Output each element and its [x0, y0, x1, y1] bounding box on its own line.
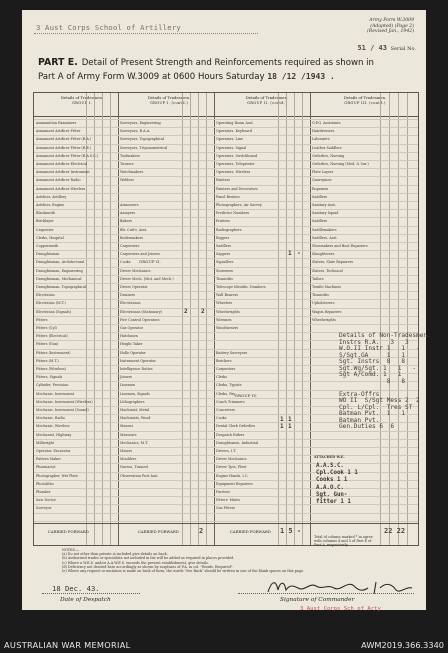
table-row-label: Surveyors, Topographical: [120, 137, 165, 142]
table-row-label: Armament Artificer Instrument: [36, 170, 90, 175]
table-row-label: Fitters: [36, 317, 48, 322]
table-row-label: Plate Layers: [312, 170, 334, 175]
table-row-label: Armament Artificer Wireless: [36, 186, 86, 191]
table-row-label: Fitters, Signals: [36, 375, 63, 380]
table-row-label: Operators, Wireless: [216, 170, 251, 175]
table-row-label: Wheelwrights: [216, 309, 240, 314]
table-row-label: Battery Surveyors: [216, 350, 248, 355]
table-row-label: Bakers: [120, 219, 132, 224]
table-row-label: Coppersmith: [36, 244, 59, 248]
table-row-label: Saddlers: [312, 194, 328, 199]
table-row-label: Mechanic, Instrument (Wireless): [36, 399, 93, 404]
table-row-label: Machinist, Metal: [120, 408, 150, 412]
despatch-label: Date of Despatch: [60, 597, 111, 603]
table-row-label: Operators, Keyboard: [216, 129, 252, 134]
attached-line: A.A.S.C.: [316, 463, 344, 469]
table-row-label: Fitters (Cyl): [36, 326, 57, 330]
table-row-label: Sanitary Asst.: [312, 203, 336, 207]
table-row-label: Fitters (M.T.): [36, 358, 59, 363]
table-row-label: Painters and Decorators: [216, 186, 258, 191]
part-label: PART E.: [38, 57, 78, 68]
table-row-label: Armament Artificer Radio: [36, 178, 81, 183]
table-row-label: Photographers, Air Survey: [216, 203, 262, 207]
table-row-label: Toolmakers: [120, 153, 140, 158]
table-row-label: Linemen, Signals: [120, 391, 150, 396]
unit-stamp: 3 Aust Corps Sch of Arty: [300, 606, 381, 612]
form-ref-line1: Army Form W.3009: [369, 18, 414, 23]
table-row-label: Turners: [120, 162, 134, 166]
note-e: (e) Where any request or mutation is made on back of form, the words "See Back" should be written in one of the blank spaces on this page.: [62, 569, 305, 574]
serial-value: 51 / 43: [357, 44, 387, 52]
form-ref-line3: (Revised Jan., 1942): [367, 29, 414, 35]
table-row-label: Operators, Switchboard: [216, 153, 258, 158]
table-row-label: Operators, Teleprinter: [216, 162, 255, 166]
table-row-label: Clerks, Pay: [216, 391, 236, 396]
typed-we-cooks: 2: [184, 308, 188, 315]
table-row-label: Carpenters and Joiners: [120, 252, 160, 257]
table-row-label: Equipment Repairers: [216, 481, 253, 486]
table-row-label: O.P.Q. Assistants: [312, 121, 341, 125]
note-c: (c) Where a W.E.S. and/or A.A.W.E.S. exceeds the present establishment, give details.: [62, 560, 209, 565]
table-row-label: Tinsmiths: [312, 293, 329, 298]
table-row-label: Quarrymen: [312, 178, 332, 183]
table-row-label: Sanitary Squad: [312, 211, 339, 216]
table-row-label: Armament Artificer Fitter (R.A.S.C.): [36, 153, 99, 158]
table-row-label: Moulders: [120, 457, 137, 462]
table-row-label: Tinsmiths: [216, 276, 233, 281]
table-row-label: Butchers: [216, 358, 232, 363]
table-row-label: Armourers: [120, 203, 139, 207]
table-row-label: Lithographers: [120, 399, 145, 404]
table-row-label: Electrician (M.T.): [36, 301, 66, 306]
table-row-label: Mechanics, M.T.: [120, 440, 149, 445]
attached-line: fitter 1 1: [316, 499, 351, 505]
typed-we-clerks-typists: 1: [280, 423, 284, 430]
table-row-label: Shoemakers and Boot Repairers: [312, 244, 368, 248]
table-row-label: Welders: [120, 178, 134, 183]
table-row-label: Telescope Identifn. Numbers: [216, 285, 266, 289]
table-row-label: Miners: [120, 449, 133, 453]
attached-line: A.A.O.C.: [316, 484, 344, 491]
table-row-label: Bricklayer: [36, 219, 54, 224]
table-row-label: Observation Post Asst.: [120, 473, 159, 478]
form-ref-line2: (Adapted) (Page 2): [370, 23, 414, 29]
table-row-label: Draughtsman: [36, 252, 60, 257]
despatch-date: 18 Dec. 43.: [52, 584, 100, 593]
table-row-label: Saddlers, Asst.: [312, 235, 338, 240]
total-col2: 2: [199, 527, 204, 535]
table-row-label: Watchmakers: [120, 170, 144, 175]
table-row-label: Draughtsman, Topographical: [36, 285, 87, 289]
table-row-label: Operators, Signal: [216, 145, 247, 150]
attached-heading: ATTACHED W.E.: [314, 455, 345, 459]
table-row-label: Predictor Numbers: [216, 211, 250, 216]
table-row-label: Signallers: [216, 260, 234, 265]
table-row-label: Saddlers: [312, 219, 328, 224]
table-row-label: Dental Clerk Orderlies: [216, 424, 256, 429]
table-row-label: Labourers: [312, 137, 330, 142]
table-row-label: Surveyors, Trigonometrical: [120, 145, 168, 150]
table-row-label: Wheelwrights: [312, 317, 336, 322]
table-row-label: Electricians (Stationary): [120, 309, 163, 314]
column-header-group2: Details of Tradesmen. GROUP I. (contd.): [119, 93, 219, 117]
table-row-label: Electricians: [120, 301, 141, 306]
table-row-label: Height Taker: [120, 342, 143, 347]
table-row-label: Textile Machines: [312, 285, 342, 289]
table-row-label: Fitters (Instrument): [36, 350, 71, 355]
table-row-label: Electrician: [36, 293, 55, 298]
table-row-label: Armament Artificer Electrical: [36, 162, 88, 166]
footer-institution: AUSTRALIAN WAR MEMORIAL: [4, 640, 131, 650]
table-row-label: Driver Tpts, Fleet: [216, 465, 247, 470]
table-row-label: Joiners: [120, 375, 133, 380]
table-row-label: Masons: [120, 424, 134, 429]
notes-heading: NOTES.—: [62, 548, 80, 552]
typed-strength-clerks-typists: 1: [288, 423, 292, 430]
table-row-label: Instrument Operator: [120, 358, 156, 363]
footer-accession: AWM2019.366.3340: [361, 640, 444, 650]
strength-table: [33, 92, 431, 548]
table-row-label: Saddlemakers: [312, 227, 337, 232]
typed-strength-signallers: 1: [288, 250, 292, 257]
form-heading: [38, 56, 398, 84]
column-header-detail: Details of Tradesmen. GROUP I.: [34, 93, 130, 117]
table-row-label: Armament Artificer Fitter (R.E.): [36, 145, 92, 150]
table-row-label: Clerks, Hospital: [36, 235, 64, 240]
column-header-group4: Details of Tradesmen. GROUP III. (contd.): [311, 93, 419, 117]
carried-forward-3: CARRIED FORWARD: [230, 529, 271, 534]
attached-line: Sgt. Gun-: [316, 491, 348, 498]
table-row-label: Painters: [216, 178, 231, 183]
table-row-label: Saddlers: [216, 244, 232, 248]
table-row-label: Boilermakers: [120, 235, 143, 240]
table-row-label: Wheelers: [216, 301, 233, 306]
table-row-label: Despatch Riders: [216, 432, 245, 437]
attached-line: Cpl.Cook 1 1: [316, 470, 358, 477]
table-row-label: Storemen: [216, 268, 233, 273]
group4-label: GROUP IV.: [234, 393, 258, 398]
table-row-label: Engine Hands, I.C.: [216, 473, 249, 478]
table-row-label: Operating Room Asst.: [216, 121, 254, 125]
table-row-label: Artificer, Engine: [36, 203, 65, 207]
table-row-label: Clerks, Typists: [216, 383, 242, 388]
table-row-label: Surveyors, Engineering: [120, 121, 161, 125]
table-row-label: Fitters (Electrical): [36, 334, 68, 339]
table-row-label: Holle Operator: [120, 350, 146, 355]
column-header-group3: Details of Tradesmen. GROUP II. (contd.): [215, 93, 319, 117]
table-row-label: Wiremen: [216, 317, 232, 322]
table-row-label: Clerks: [216, 375, 228, 380]
table-row-label: Photolitho: [36, 481, 54, 486]
table-row-label: Orderlies, Nursing (Med. & Sur.): [312, 162, 369, 166]
table-row-label: Driver Mech. (Mot. and Mech.): [120, 276, 174, 281]
table-row-label: Sappers: [216, 252, 231, 257]
table-row-label: Orderlies, Nursing: [312, 153, 345, 158]
table-row-label: Mechanic, Instrument (Sound): [36, 408, 89, 412]
total-col3: 1 5 -: [280, 527, 302, 535]
table-row-label: Leather Saddlers: [312, 145, 342, 150]
table-row-label: Cooks: [216, 416, 227, 421]
table-row-label: Carpenters: [216, 367, 236, 371]
table-row-label: Cylinder, Precision: [36, 383, 69, 388]
table-row-label: Draughtsman, Architectural: [36, 260, 85, 265]
table-row-label: Driver Mechanics: [216, 457, 247, 462]
table-row-label: Riggers: [216, 235, 230, 240]
table-row-label: Upholsterers: [312, 301, 335, 306]
typed-surplus-signallers: -: [297, 250, 301, 257]
table-row-label: Slaters, Slate Repairers: [312, 260, 354, 265]
table-row-label: Armament Artificer Fitter (R.A.): [36, 137, 92, 142]
form-page: [22, 10, 431, 612]
table-row-label: Pharmacist: [36, 465, 56, 470]
table-row-label: Masseurs: [120, 432, 137, 437]
table-row-label: Driver Operator: [120, 285, 148, 289]
table-row-label: Fitters' Mates: [216, 498, 241, 503]
table-row-label: Panel Beaters: [216, 194, 240, 199]
table-row-label: Tailors: [312, 276, 324, 281]
table-row-label: Machinists, Wood: [120, 416, 151, 421]
table-row-label: Hatchmen: [120, 334, 138, 339]
table-row-label: Wagon Repairers: [312, 309, 342, 314]
table-row-label: Gas Operator: [120, 326, 144, 330]
table-row-label: Drivers, I.T.: [216, 449, 237, 453]
table-row-label: Plumber: [36, 490, 51, 494]
table-row-label: Draughtsman, Mechanical: [36, 276, 82, 281]
carried-forward-1: CARRIED FORWARD: [48, 529, 89, 534]
table-row-label: Mechanist, Highway: [36, 432, 72, 437]
table-row-label: Assayers: [120, 211, 136, 216]
table-row-label: Wall Bearers: [216, 293, 238, 298]
table-row-label: Fitters (Gun): [36, 342, 59, 347]
note-d: (d) Deficiency not desired here accordingly as shown by surpluses of P.A. in col. "Reinfs. Required".: [62, 564, 234, 569]
table-row-label: Fire Control Operators: [120, 317, 160, 322]
table-row-label: Mechanic, Instrument: [36, 391, 75, 396]
table-row-label: Hairdressers: [312, 129, 335, 134]
total-col4: 22 22: [384, 527, 406, 535]
serial-number: [357, 44, 416, 52]
table-row-label: Printers: [216, 219, 230, 224]
total-note: Total of column marked * in agree with columns 4 and 5 of Part E of Part A, respectively.: [314, 535, 373, 548]
table-row-label: Ammunition Examiners: [36, 121, 77, 125]
note-a: (a) Do not other than private is included give details on back.: [62, 552, 168, 557]
table-row-label: Slaughterers: [312, 252, 335, 257]
unit-name: 3 Aust Corps School of Artillery: [36, 23, 181, 32]
table-row-label: Nurses, Trained: [120, 465, 148, 470]
table-row-label: Mechanic, Wireless: [36, 424, 70, 429]
group2-label: GROUP II.: [139, 259, 161, 264]
note-b: (b) Authorised trades or specialists not included in list will be added as required in places provided.: [62, 556, 235, 561]
heading-text1: Detail of Present Strength and Reinforcements required as shown in: [81, 58, 374, 68]
table-row-label: Saw Doctor: [36, 498, 57, 503]
typed-strength-clerks: 1: [288, 416, 292, 423]
table-row-label: Ropemen: [312, 186, 329, 191]
table-row-label: Surveyor: [36, 506, 52, 511]
table-row-label: Radiographers: [216, 227, 242, 232]
table-row-label: Draughtsmen, Industrial: [216, 440, 259, 445]
table-row-label: Drainers: [120, 293, 135, 298]
attached-line: Cooks 1 1: [316, 477, 348, 484]
table-row-label: Woodturners: [216, 326, 239, 330]
table-row-label: Carpenter: [36, 227, 54, 232]
typed-we-clerks: 1: [280, 416, 284, 423]
table-row-label: Blacksmith: [36, 211, 56, 216]
table-row-label: Millwright: [36, 440, 55, 445]
table-row-label: Photographer, Wet Plate: [36, 473, 78, 478]
table-row-label: Pattern Maker: [36, 457, 61, 462]
table-row-label: Fitters (Wireless): [36, 367, 66, 371]
table-row-label: Armament Artificer Fitter: [36, 129, 81, 134]
unit-underline: [34, 33, 258, 34]
table-row-label: Gas Fitters: [216, 506, 236, 511]
table-row-label: Operator, Excavator: [36, 449, 71, 453]
table-row-label: Surveyors, R.A.A.: [120, 129, 151, 134]
table-row-label: Operators, Line: [216, 137, 244, 142]
typed-strength-cooks: 2: [201, 308, 205, 315]
table-row-label: Carpenters: [120, 244, 140, 248]
table-row-label: Farriers: [216, 490, 230, 494]
heading-date: 18 /12 /1943 .: [267, 72, 335, 81]
serial-label: Serial No.: [390, 46, 416, 52]
details-non-tradesmen: Details of Non-Tradesmen. Instrs R.A. 3 3 W.O.II Instr 1 1 - S/Sgt.GA 1 1 Sgt. Instrs 8 8 Sgt.Wg/Sgt. 1 1 - Sgt A/Comd. 1 1 8 8 Extra-Offrs WO II S/Sgt Mess 2 2 Cpl. L/Cpl. Tres ST Batman Pvt. 1 1 Batman Pvt. Gen.Duties 6 6: [339, 332, 431, 430]
table-row-label: Intelligence Duties: [120, 367, 153, 371]
table-row-label: Mechanic, Radio: [36, 416, 65, 421]
table-row-label: Linemen: [120, 383, 135, 388]
table-row-label: Driver Mechanics: [120, 268, 151, 273]
notes-block: [62, 548, 402, 573]
table-row-label: Electrician (Signals): [36, 309, 72, 314]
table-row-label: Draughtsman, Engineering: [36, 268, 83, 273]
table-row-label: Slaters, Technical: [312, 268, 343, 273]
table-row-label: Artificer, Artillery: [36, 194, 67, 199]
carried-forward-2: CARRIED FORWARD: [138, 529, 179, 534]
commander-signature: [258, 576, 428, 598]
signature-label: Signature of Commander: [280, 597, 355, 603]
heading-text2: Part A of Army Form W.3009 at 0600 Hours Saturday: [38, 72, 265, 82]
table-row-label: Concreters: [216, 408, 236, 412]
table-row-label: Cooks: [120, 260, 131, 265]
table-row-label: Blr. Cutt'r, Asst.: [120, 227, 148, 232]
form-reference: [367, 18, 414, 35]
table-row-label: Coach Trimmers: [216, 399, 245, 404]
